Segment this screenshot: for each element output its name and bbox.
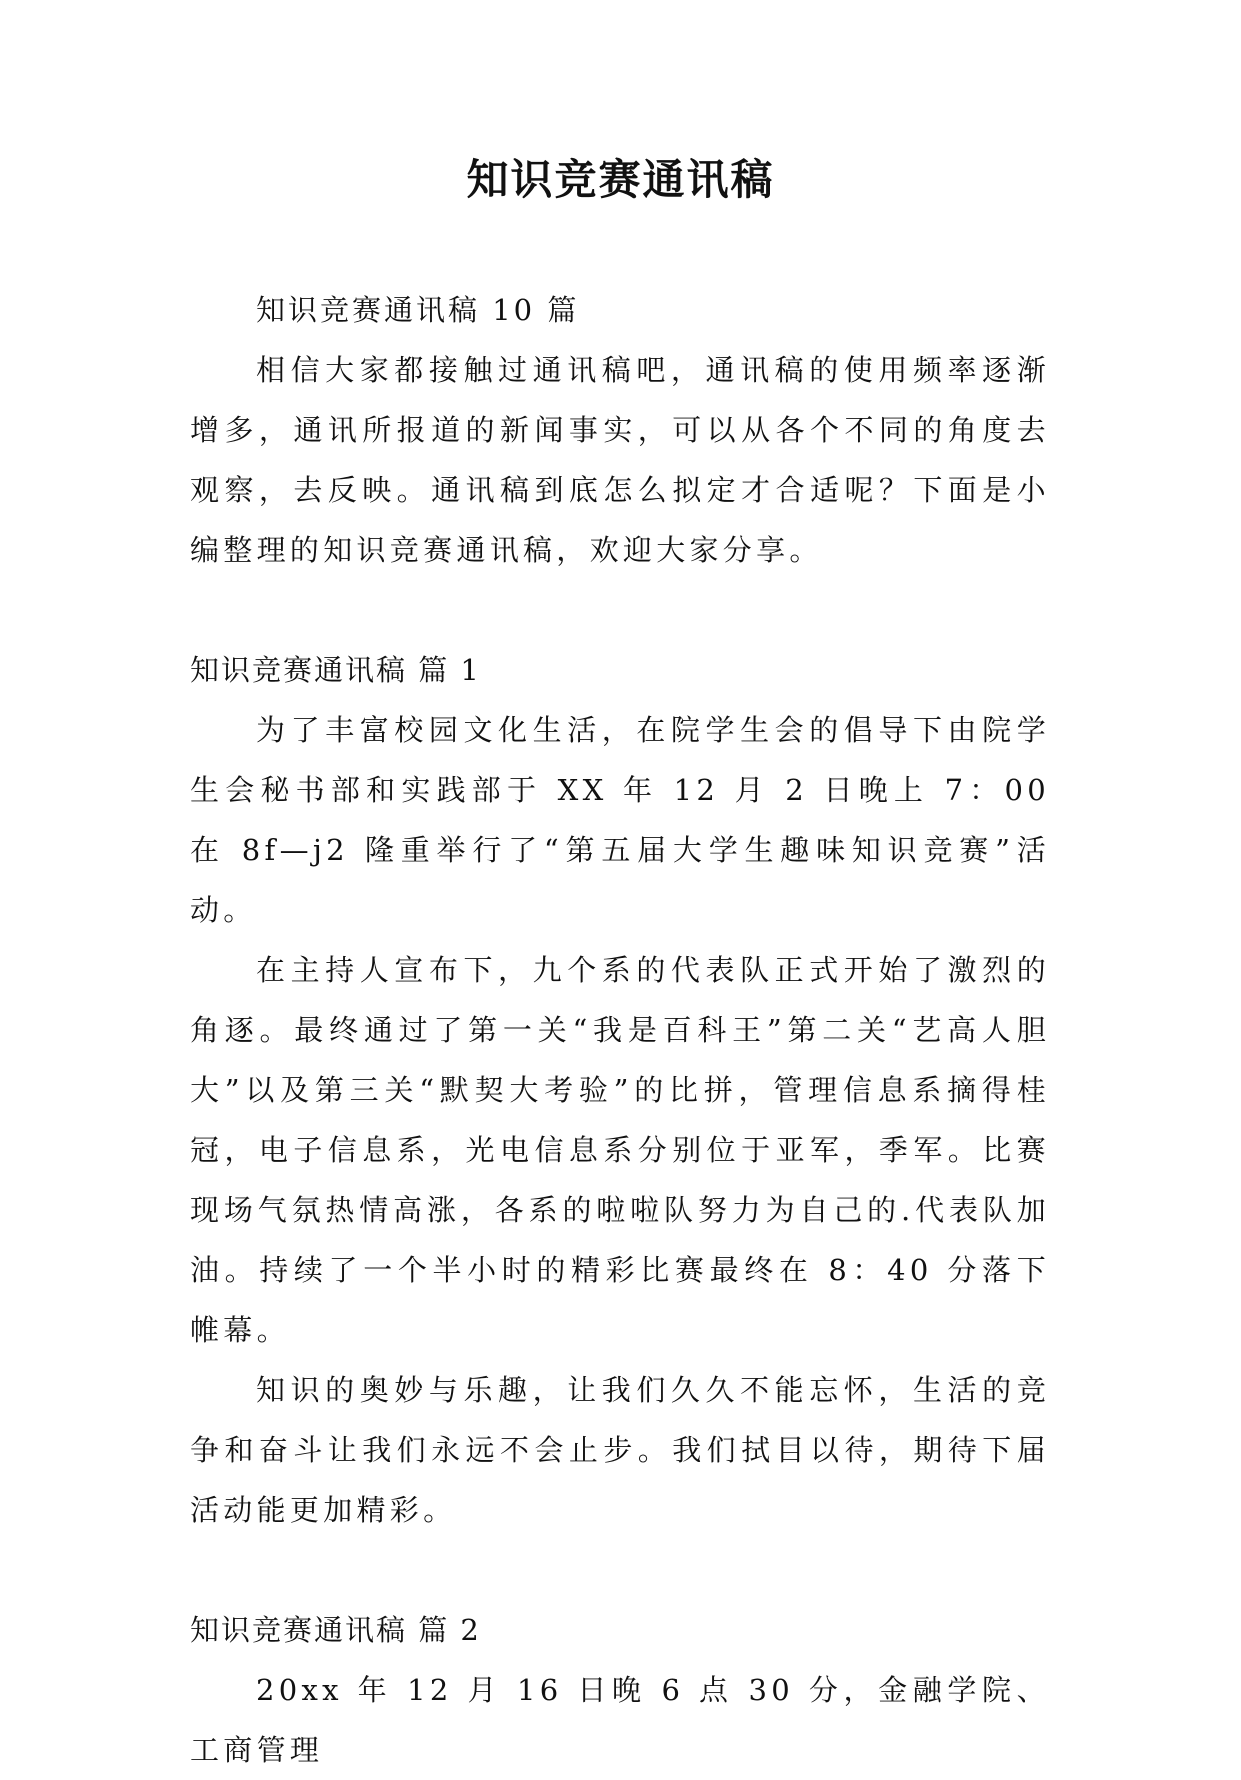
section-1-paragraph-3: 知识的奥妙与乐趣，让我们久久不能忘怀，生活的竞争和奋斗让我们永远不会止步。我们拭目以待，期待下届活动能更加精彩。 <box>190 1373 1050 1527</box>
document-body <box>190 280 1050 1780</box>
document-subtitle: 知识竞赛通讯稿 10 篇 <box>256 293 580 327</box>
section-spacer <box>190 580 1050 640</box>
section-spacer <box>190 1540 1050 1600</box>
section-heading-2: 知识竞赛通讯稿 篇 2 <box>190 1613 481 1647</box>
section-1-paragraph-2: 在主持人宣布下，九个系的代表队正式开始了激烈的角逐。最终通过了第一关“我是百科王”第二关“艺高人胆大”以及第三关“默契大考验”的比拼，管理信息系摘得桂冠，电子信息系，光电信息系分别位于亚军，季军。比赛现场气氛热情高涨，各系的啦啦队努力为自己的.代表队加油。持续了一个半小时的精彩比赛最终在 8：40 分落下帷幕。 <box>190 953 1050 1347</box>
document-title: 知识竞赛通讯稿 <box>466 155 775 204</box>
section-2-paragraph-1: 20xx 年 12 月 16 日晚 6 点 30 分，金融学院、工商管理 <box>190 1673 1050 1767</box>
section-heading-1: 知识竞赛通讯稿 篇 1 <box>190 653 481 687</box>
section-1-paragraph-1: 为了丰富校园文化生活，在院学生会的倡导下由院学生会秘书部和实践部于 XX 年 12 月 2 日晚上 7：00 在 8f—j2 隆重举行了“第五届大学生趣味知识竞赛”活动。 <box>190 713 1050 927</box>
intro-paragraph: 相信大家都接触过通讯稿吧，通讯稿的使用频率逐渐增多，通讯所报道的新闻事实，可以从各个不同的角度去观察，去反映。通讯稿到底怎么拟定才合适呢？下面是小编整理的知识竞赛通讯稿，欢迎大家分享。 <box>190 353 1050 567</box>
